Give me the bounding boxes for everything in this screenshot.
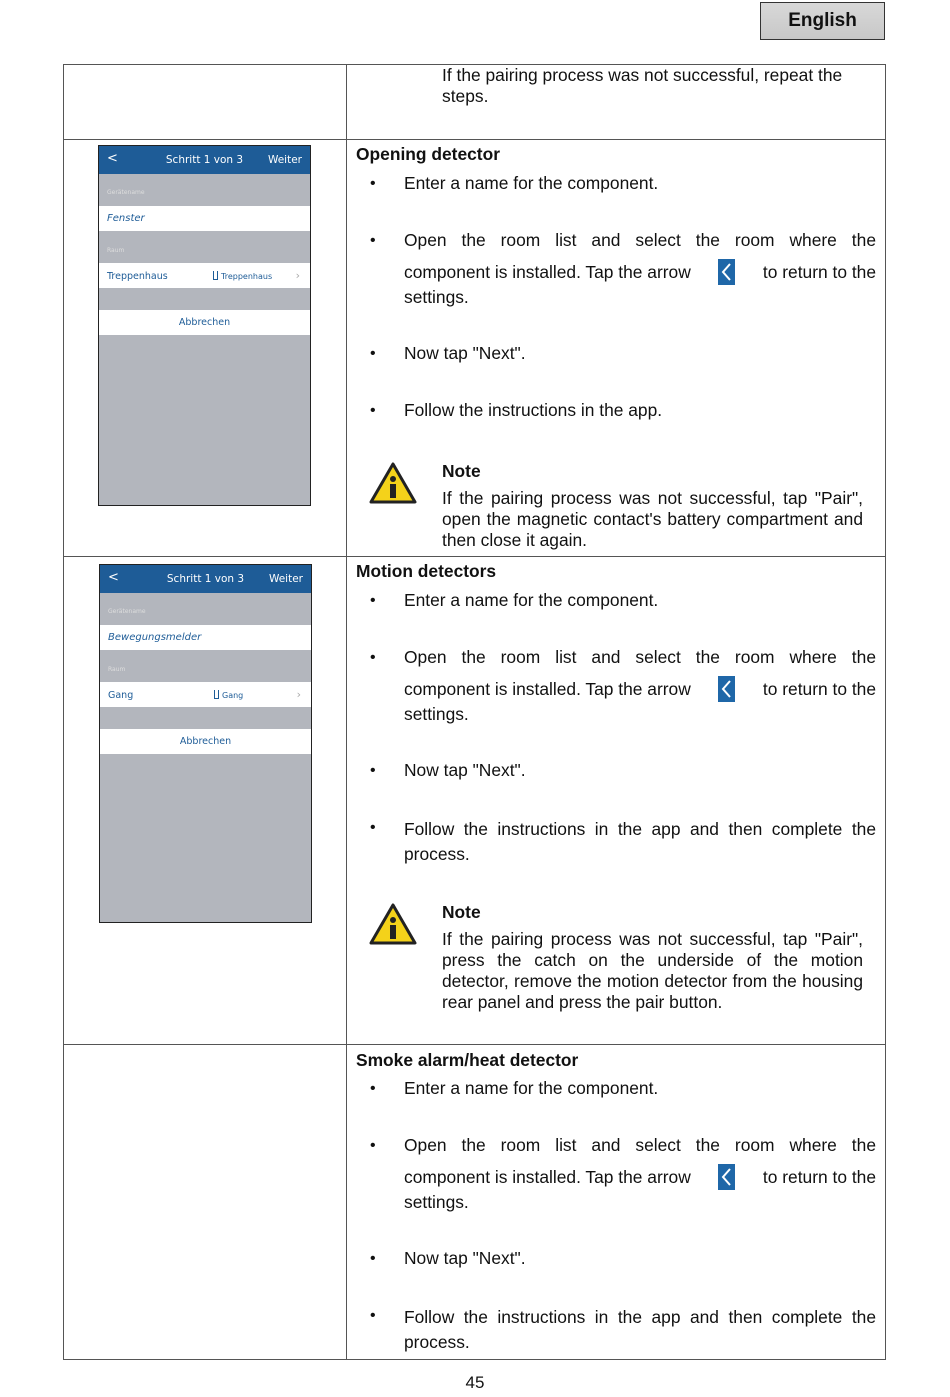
room-selector[interactable] <box>100 682 311 707</box>
back-arrow-icon[interactable]: < <box>107 151 118 166</box>
room-selector[interactable] <box>99 263 310 288</box>
room-selected-value: Gang <box>222 691 244 700</box>
device-name-field[interactable] <box>99 206 310 231</box>
section-heading-motion: Motion detectors <box>356 561 497 581</box>
step-indicator: Schritt 1 von 3 <box>165 154 244 166</box>
room-label: Raum <box>108 666 126 673</box>
repeat-steps-text: If the pairing process was not successful, repeat the steps. <box>442 65 843 106</box>
warning-icon <box>368 902 418 946</box>
step-text: Now tap "Next". <box>404 760 526 780</box>
section-heading-smoke: Smoke alarm/heat detector <box>356 1050 579 1070</box>
step-text: Follow the instructions in the app and then complete the process. <box>404 819 876 864</box>
warning-icon <box>368 461 418 505</box>
step-text: Open the room list and select the room where the <box>404 1135 876 1155</box>
row-divider <box>64 556 885 557</box>
language-badge: English <box>760 2 885 40</box>
note-title: Note <box>442 461 481 481</box>
step-text: Enter a name for the component. <box>404 590 659 610</box>
step-text: to return to the <box>762 261 876 282</box>
device-name-value: Bewegungsmelder <box>108 632 202 643</box>
cancel-button[interactable]: Abbrechen <box>99 310 310 335</box>
bullet-icon: • <box>370 402 376 419</box>
device-name-field[interactable] <box>100 625 311 650</box>
step-indicator: Schritt 1 von 3 <box>166 573 245 585</box>
bullet-icon: • <box>370 175 376 192</box>
bullet-icon: • <box>370 762 376 779</box>
step-text: to return to the <box>762 678 876 699</box>
step-text: component is installed. Tap the arrow <box>404 678 691 699</box>
row-divider <box>64 1044 885 1045</box>
note-title: Note <box>442 902 481 922</box>
step-text: Enter a name for the component. <box>404 1078 659 1098</box>
bullet-icon: • <box>370 1080 376 1097</box>
bullet-icon: • <box>370 592 376 609</box>
next-button[interactable]: Weiter <box>267 154 302 166</box>
step-text: component is installed. Tap the arrow <box>404 1166 691 1187</box>
step-text: Open the room list and select the room where the <box>404 647 876 667</box>
page-number: 45 <box>465 1373 485 1392</box>
app-header <box>99 146 310 174</box>
back-arrow-icon[interactable]: < <box>108 570 119 585</box>
step-text: Follow the instructions in the app and then complete the process. <box>404 1307 876 1352</box>
room-name: Treppenhaus <box>107 271 168 282</box>
app-screenshot-opening <box>98 145 311 506</box>
step-text: settings. <box>404 287 469 307</box>
note-text: If the pairing process was not successful, tap "Pair", open the magnetic contact's battery compartment and then close it again. <box>442 488 863 550</box>
note-text: If the pairing process was not successful, tap "Pair", press the catch on the underside of the motion detector, remove the motion detector from the housing rear panel and press the pair button. <box>442 929 863 1012</box>
step-text: settings. <box>404 1192 469 1212</box>
bullet-icon: • <box>370 819 376 836</box>
row-divider <box>64 139 885 140</box>
step-text: component is installed. Tap the arrow <box>404 261 691 282</box>
device-name-value: Fenster <box>107 213 145 224</box>
device-name-label: Gerätename <box>107 189 145 196</box>
bullet-icon: • <box>370 345 376 362</box>
back-arrow-icon <box>718 259 735 285</box>
room-label: Raum <box>107 247 125 254</box>
step-text: Enter a name for the component. <box>404 173 659 193</box>
bullet-icon: • <box>370 1307 376 1324</box>
step-text: Now tap "Next". <box>404 343 526 363</box>
bullet-icon: • <box>370 1250 376 1267</box>
next-button[interactable]: Weiter <box>268 573 303 585</box>
app-header <box>100 565 311 593</box>
back-arrow-icon <box>718 1164 735 1190</box>
app-screenshot-motion <box>99 564 312 923</box>
step-text: Now tap "Next". <box>404 1248 526 1268</box>
column-divider <box>346 65 347 1359</box>
room-name: Gang <box>108 690 134 701</box>
room-icon <box>214 690 219 699</box>
step-text: settings. <box>404 704 469 724</box>
chevron-right-icon: › <box>295 269 300 282</box>
step-text: to return to the <box>762 1166 876 1187</box>
bullet-icon: • <box>370 649 376 666</box>
bullet-icon: • <box>370 232 376 249</box>
bullet-icon: • <box>370 1137 376 1154</box>
step-text: Open the room list and select the room where the <box>404 230 876 250</box>
step-text: Follow the instructions in the app. <box>404 400 663 420</box>
step-text-arrow-line <box>404 1164 876 1190</box>
room-selected-value: Treppenhaus <box>221 272 273 281</box>
step-text-arrow-line <box>404 259 876 285</box>
section-heading-opening: Opening detector <box>356 144 500 164</box>
back-arrow-icon <box>718 676 735 702</box>
cancel-button[interactable]: Abbrechen <box>100 729 311 754</box>
room-icon <box>213 271 218 280</box>
chevron-right-icon: › <box>296 688 301 701</box>
step-text-arrow-line <box>404 676 876 702</box>
device-name-label: Gerätename <box>108 608 146 615</box>
